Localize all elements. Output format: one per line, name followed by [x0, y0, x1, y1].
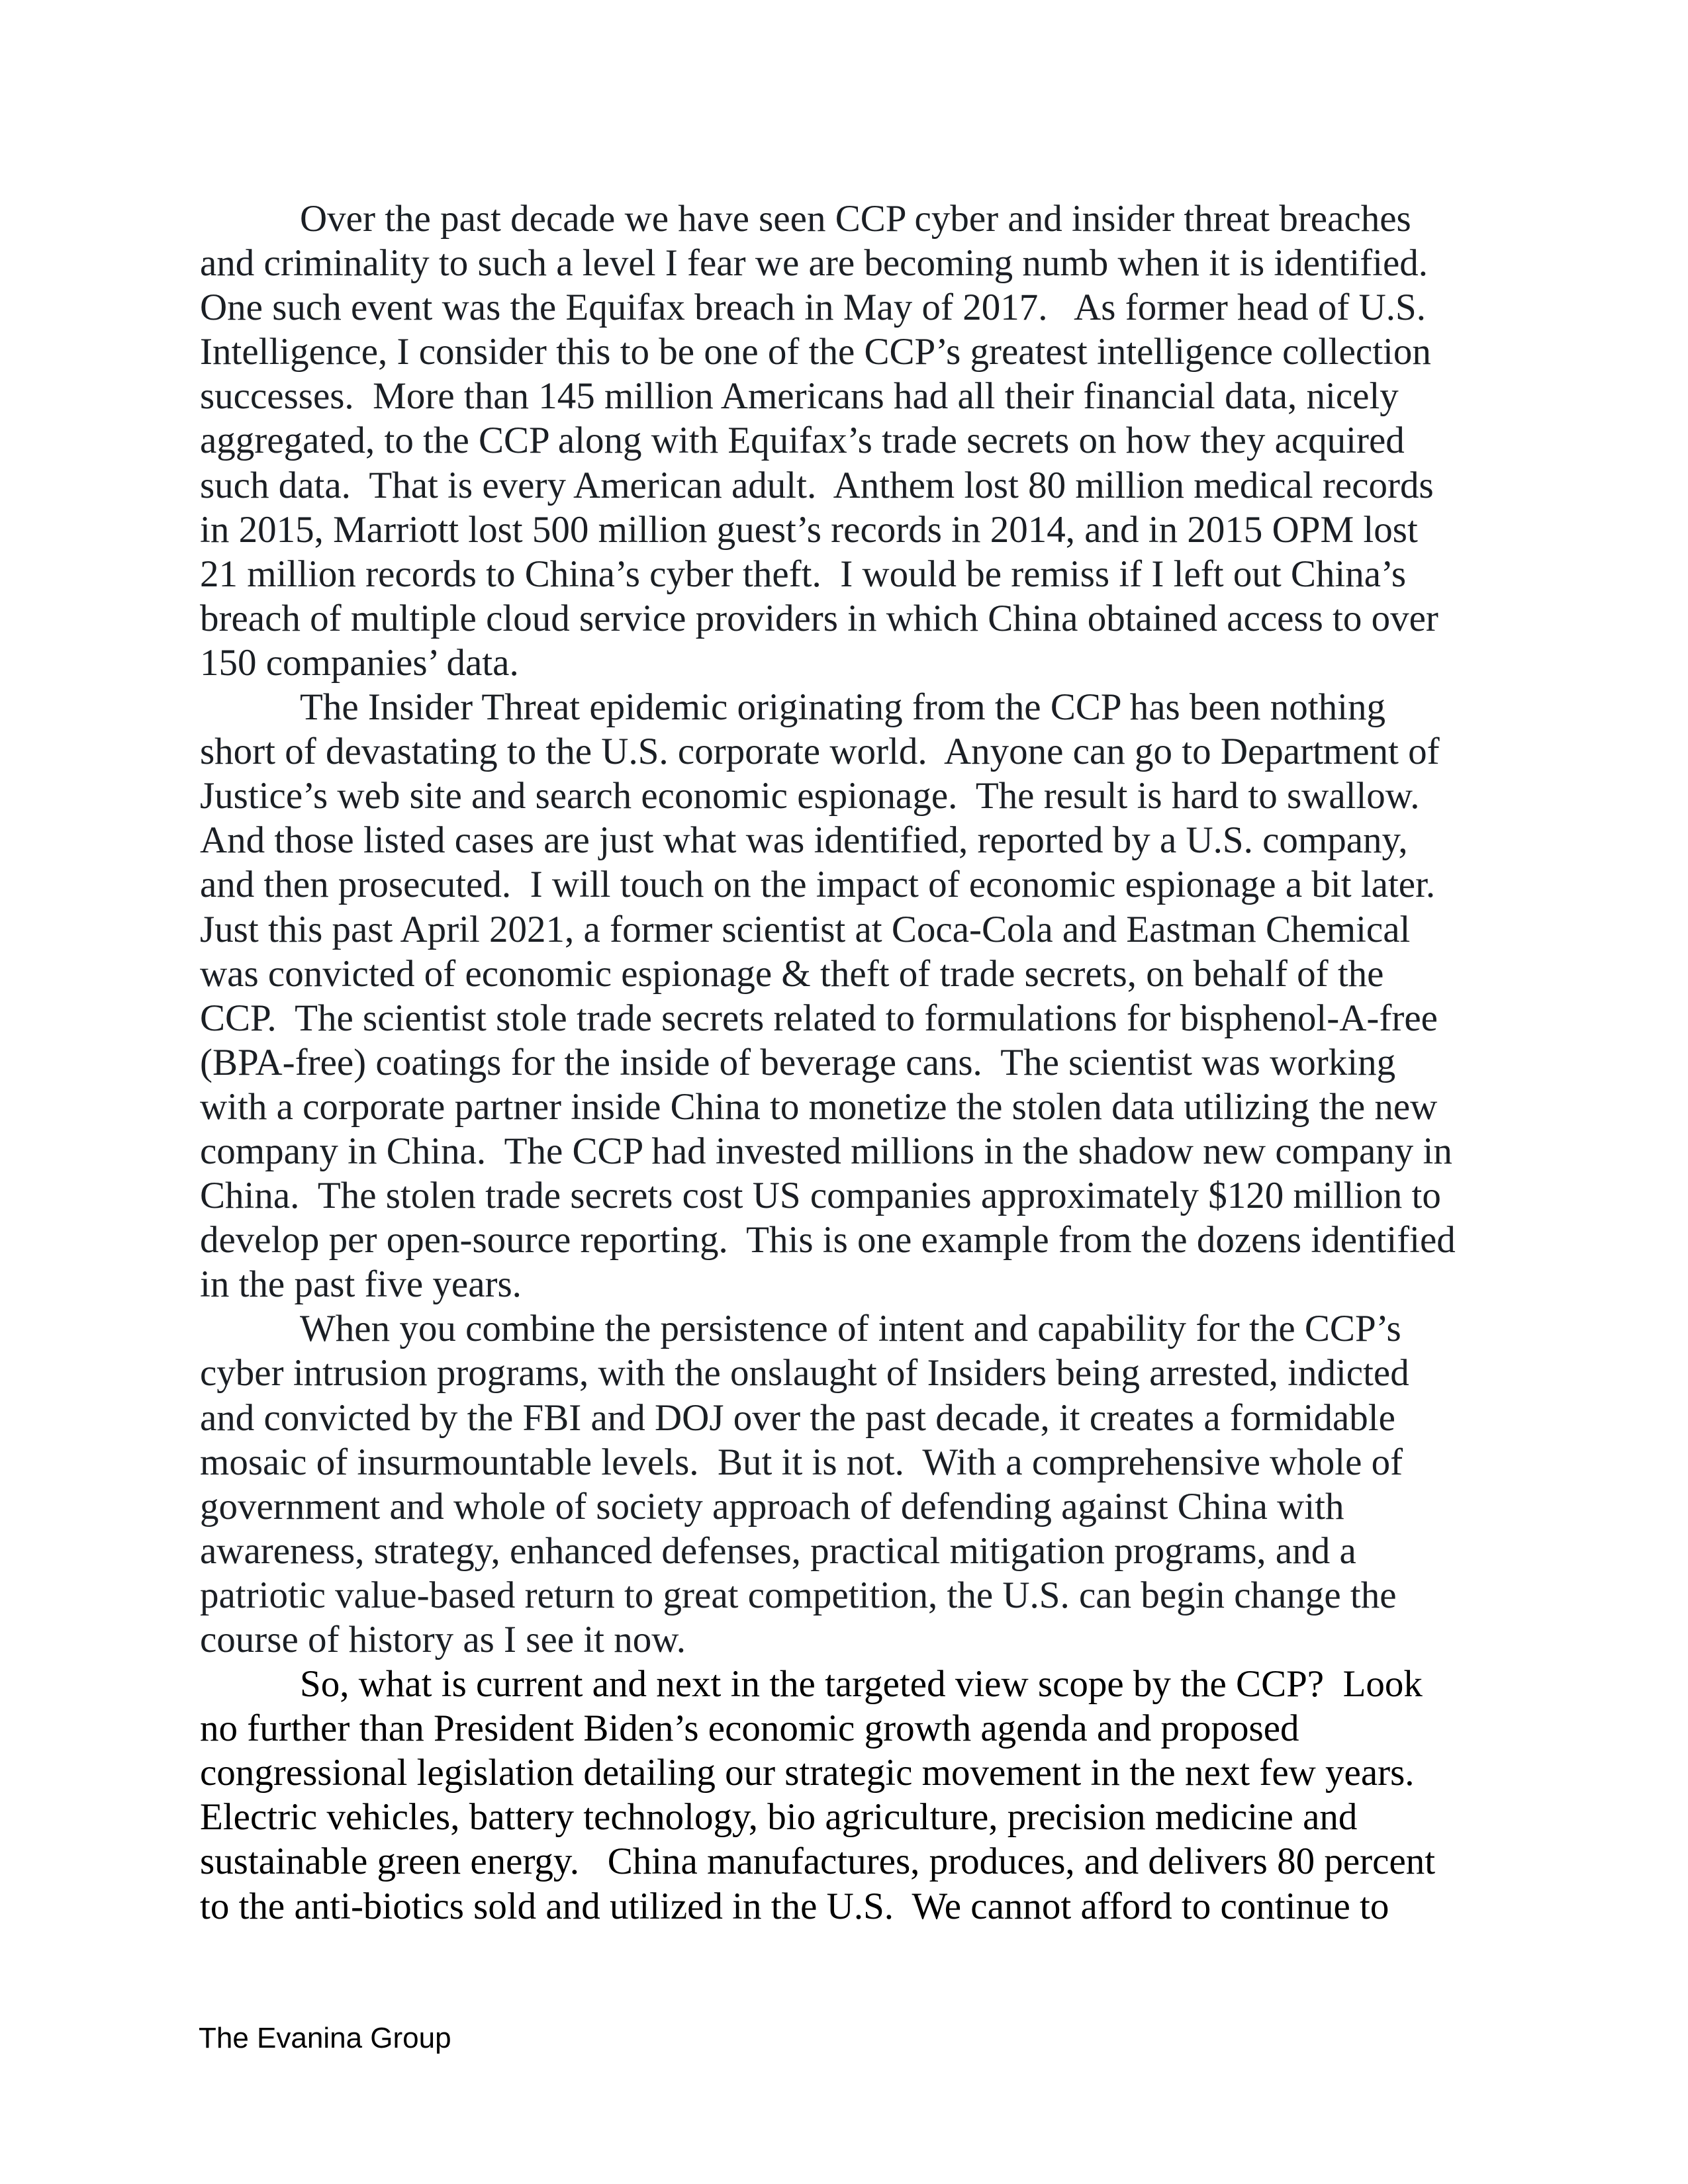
text-line: Just this past April 2021, a former scientist at Coca-Cola and Eastman Chemical	[200, 908, 1411, 950]
text-line: and convicted by the FBI and DOJ over the past decade, it creates a formidable	[200, 1396, 1395, 1439]
text-line: Intelligence, I consider this to be one of the CCP’s greatest intelligence collection	[200, 331, 1431, 373]
text-line: such data. That is every American adult. Anthem lost 80 million medical records	[200, 464, 1434, 506]
text-line: company in China. The CCP had invested millions in the shadow new company in	[200, 1130, 1452, 1172]
text-line: with a corporate partner inside China to monetize the stolen data utilizing the new	[200, 1085, 1438, 1128]
paragraph-combined-threat	[200, 1306, 1471, 1662]
text-line: Electric vehicles, battery technology, bio agriculture, precision medicine and	[200, 1796, 1358, 1839]
text-line: government and whole of society approach of defending against China with	[200, 1485, 1344, 1527]
text-line: When you combine the persistence of intent and capability for the CCP’s	[300, 1308, 1401, 1350]
text-line: no further than President Biden’s economic growth agenda and proposed	[200, 1707, 1299, 1750]
text-line: was convicted of economic espionage & theft of trade secrets, on behalf of the	[200, 952, 1384, 995]
text-line: And those listed cases are just what was identified, reported by a U.S. company,	[200, 819, 1408, 862]
page-footer	[199, 2020, 451, 2057]
text-line: course of history as I see it now.	[200, 1619, 686, 1661]
text-line: cyber intrusion programs, with the onslaught of Insiders being arrested, indicted	[200, 1352, 1409, 1394]
text-line: So, what is current and next in the targeted view scope by the CCP? Look	[300, 1663, 1423, 1706]
text-line: sustainable green energy. China manufactures, produces, and delivers 80 percent	[200, 1841, 1436, 1883]
paragraph-equifax-breaches	[200, 197, 1471, 685]
text-line: mosaic of insurmountable levels. But it is not. With a comprehensive whole of	[200, 1441, 1403, 1483]
text-line: short of devastating to the U.S. corporate world. Anyone can go to Department of	[200, 731, 1440, 773]
text-line: successes. More than 145 million Americans had all their financial data, nicely	[200, 375, 1399, 418]
text-line: Justice’s web site and search economic espionage. The result is hard to swallow.	[200, 775, 1420, 817]
text-line: (BPA-free) coatings for the inside of beverage cans. The scientist was working	[200, 1041, 1396, 1083]
text-line: The Insider Threat epidemic originating from the CCP has been nothing	[300, 686, 1385, 729]
text-line: 21 million records to China’s cyber theft. I would be remiss if I left out China’s	[200, 553, 1407, 595]
text-line: in 2015, Marriott lost 500 million guest’s records in 2014, and in 2015 OPM lost	[200, 508, 1418, 551]
text-line: to the anti-biotics sold and utilized in the U.S. We cannot afford to continue to	[200, 1885, 1389, 1927]
text-line: breach of multiple cloud service providers in which China obtained access to over	[200, 597, 1438, 639]
text-line: One such event was the Equifax breach in May of 2017. As former head of U.S.	[200, 287, 1426, 329]
text-line: and then prosecuted. I will touch on the impact of economic espionage a bit later.	[200, 864, 1436, 906]
text-line: in the past five years.	[200, 1263, 522, 1306]
document-body	[200, 197, 1471, 1929]
paragraph-insider-threat	[200, 685, 1471, 1306]
text-line: aggregated, to the CCP along with Equifax’s trade secrets on how they acquired	[200, 420, 1405, 462]
text-line: China. The stolen trade secrets cost US companies approximately $120 million to	[200, 1175, 1441, 1217]
text-line: congressional legislation detailing our strategic movement in the next few years.	[200, 1752, 1415, 1794]
text-line: patriotic value-based return to great competition, the U.S. can begin change the	[200, 1574, 1397, 1616]
text-line: and criminality to such a level I fear we are becoming numb when it is identified.	[200, 242, 1429, 285]
text-line: Over the past decade we have seen CCP cyber and insider threat breaches	[300, 198, 1411, 240]
text-line: CCP. The scientist stole trade secrets related to formulations for bisphenol-A-free	[200, 997, 1438, 1039]
paragraph-targeted-scope	[200, 1662, 1471, 1929]
text-line: 150 companies’ data.	[200, 641, 519, 684]
text-line: awareness, strategy, enhanced defenses, practical mitigation programs, and a	[200, 1529, 1356, 1572]
text-line: develop per open-source reporting. This is one example from the dozens identified	[200, 1219, 1456, 1261]
footer-organization-name: The Evanina Group	[199, 2022, 451, 2054]
